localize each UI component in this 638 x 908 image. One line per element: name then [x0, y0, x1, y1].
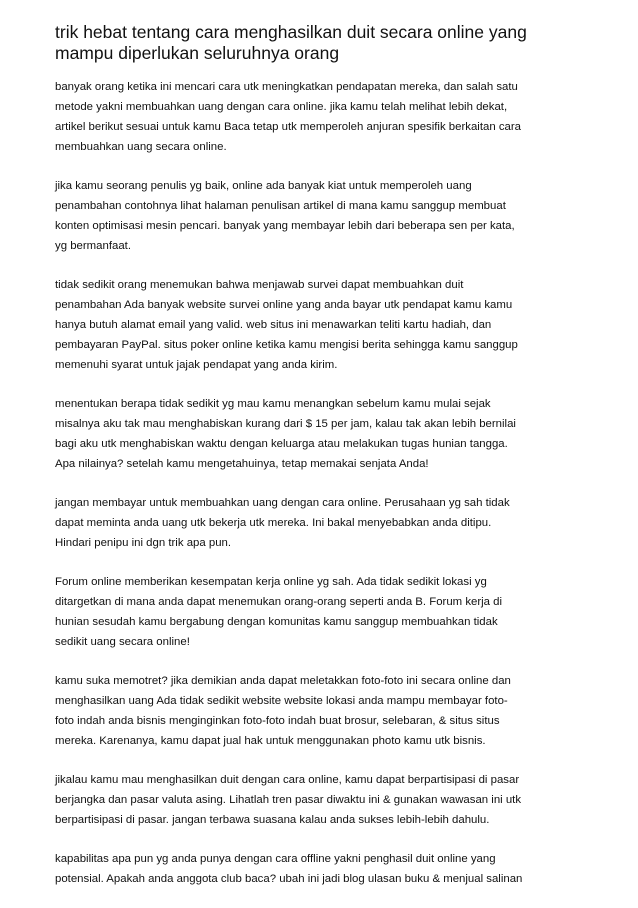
- paragraph-1: [55, 77, 595, 157]
- text-line: kamu suka memotret? jika demikian anda dapat meletakkan foto-foto ini secara online dan: [55, 675, 511, 687]
- text-line: menghasilkan uang Ada tidak sedikit website website lokasi anda mampu membayar foto-: [55, 695, 508, 707]
- text-line: banyak orang ketika ini mencari cara utk meningkatkan pendapatan mereka, dan salah satu: [55, 81, 518, 93]
- paragraph-8: [55, 770, 595, 830]
- text-line: mereka. Karenanya, kamu dapat jual hak untuk menggunakan photo kamu utk bisnis.: [55, 735, 486, 747]
- paragraph-9: [55, 849, 595, 889]
- paragraph-4: [55, 394, 595, 474]
- document-page: [55, 22, 595, 908]
- text-line: konten optimisasi mesin pencari. banyak yang membayar lebih dari beberapa sen per kata,: [55, 220, 515, 232]
- text-line: foto indah anda bisnis menginginkan foto-foto indah buat brosur, selebaran, & situs situs: [55, 715, 500, 727]
- text-line: metode yakni membuahkan uang dengan cara online. jika kamu telah melihat lebih dekat,: [55, 101, 508, 113]
- title-line: trik hebat tentang cara menghasilkan duit secara online yang: [55, 22, 527, 42]
- text-line: berjangka dan pasar valuta asing. Lihatlah tren pasar diwaktu ini & gunakan wawasan ini utk: [55, 794, 522, 806]
- text-line: hunian sesudah kamu bergabung dengan komunitas kamu sanggup membuahkan tidak: [55, 616, 498, 628]
- text-line: penambahan contohnya lihat halaman penulisan artikel di mana kamu sanggup membuat: [55, 200, 506, 212]
- paragraph-3: [55, 275, 595, 375]
- text-line: jika kamu seorang penulis yg baik, online ada banyak kiat untuk memperoleh uang: [55, 180, 472, 192]
- text-line: kapabilitas apa pun yg anda punya dengan cara offline yakni penghasil duit online yang: [55, 853, 496, 865]
- title-line: mampu diperlukan seluruhnya orang: [55, 43, 340, 63]
- paragraph-2: [55, 176, 595, 256]
- text-line: penambahan Ada banyak website survei online yang anda bayar utk pendapat kamu kamu: [55, 299, 513, 311]
- text-line: artikel berikut sesuai untuk kamu Baca tetap utk memperoleh anjuran spesifik berkaitan cara: [55, 121, 521, 133]
- text-line: Hindari penipu ini dgn trik apa pun.: [55, 537, 232, 549]
- text-line: berpartisipasi di pasar. jangan terbawa suasana kalau anda sukses lebih-lebih dahulu.: [55, 814, 490, 826]
- text-line: bagi aku utk menghabiskan waktu dengan keluarga atau melakukan tugas hunian tangga.: [55, 438, 508, 450]
- text-line: Forum online memberikan kesempatan kerja online yg sah. Ada tidak sedikit lokasi yg: [55, 576, 487, 588]
- text-line: ditargetkan di mana anda dapat menemukan orang-orang seperti anda B. Forum kerja di: [55, 596, 503, 608]
- paragraph-5: [55, 493, 595, 553]
- text-line: sedikit uang secara online!: [55, 636, 190, 648]
- paragraph-6: [55, 572, 595, 652]
- text-line: dapat meminta anda uang utk bekerja utk mereka. Ini bakal menyebabkan anda ditipu.: [55, 517, 492, 529]
- paragraph-7: [55, 671, 595, 751]
- text-line: hanya butuh alamat email yang valid. web situs ini menawarkan teliti kartu hadiah, dan: [55, 319, 492, 331]
- document-title: [55, 22, 595, 64]
- text-line: potensial. Apakah anda anggota club baca? ubah ini jadi blog ulasan buku & menjual salinan: [55, 873, 523, 885]
- text-line: yg bermanfaat.: [55, 240, 131, 252]
- text-line: tidak sedikit orang menemukan bahwa menjawab survei dapat membuahkan duit: [55, 279, 464, 291]
- text-line: memenuhi syarat untuk jajak pendapat yang anda kirim.: [55, 359, 338, 371]
- text-line: jangan membayar untuk membuahkan uang dengan cara online. Perusahaan yg sah tidak: [55, 497, 510, 509]
- text-line: pembayaran PayPal. situs poker online ketika kamu mengisi berita sehingga kamu sanggup: [55, 339, 518, 351]
- text-line: jikalau kamu mau menghasilkan duit dengan cara online, kamu dapat berpartisipasi di pasar: [55, 774, 520, 786]
- text-line: membuahkan uang secara online.: [55, 141, 227, 153]
- text-line: menentukan berapa tidak sedikit yg mau kamu menangkan sebelum kamu mulai sejak: [55, 398, 491, 410]
- text-line: Apa nilainya? setelah kamu mengetahuinya, tetap memakai senjata Anda!: [55, 458, 429, 470]
- text-line: misalnya aku tak mau menghabiskan kurang dari $ 15 per jam, kalau tak akan lebih bernilai: [55, 418, 516, 430]
